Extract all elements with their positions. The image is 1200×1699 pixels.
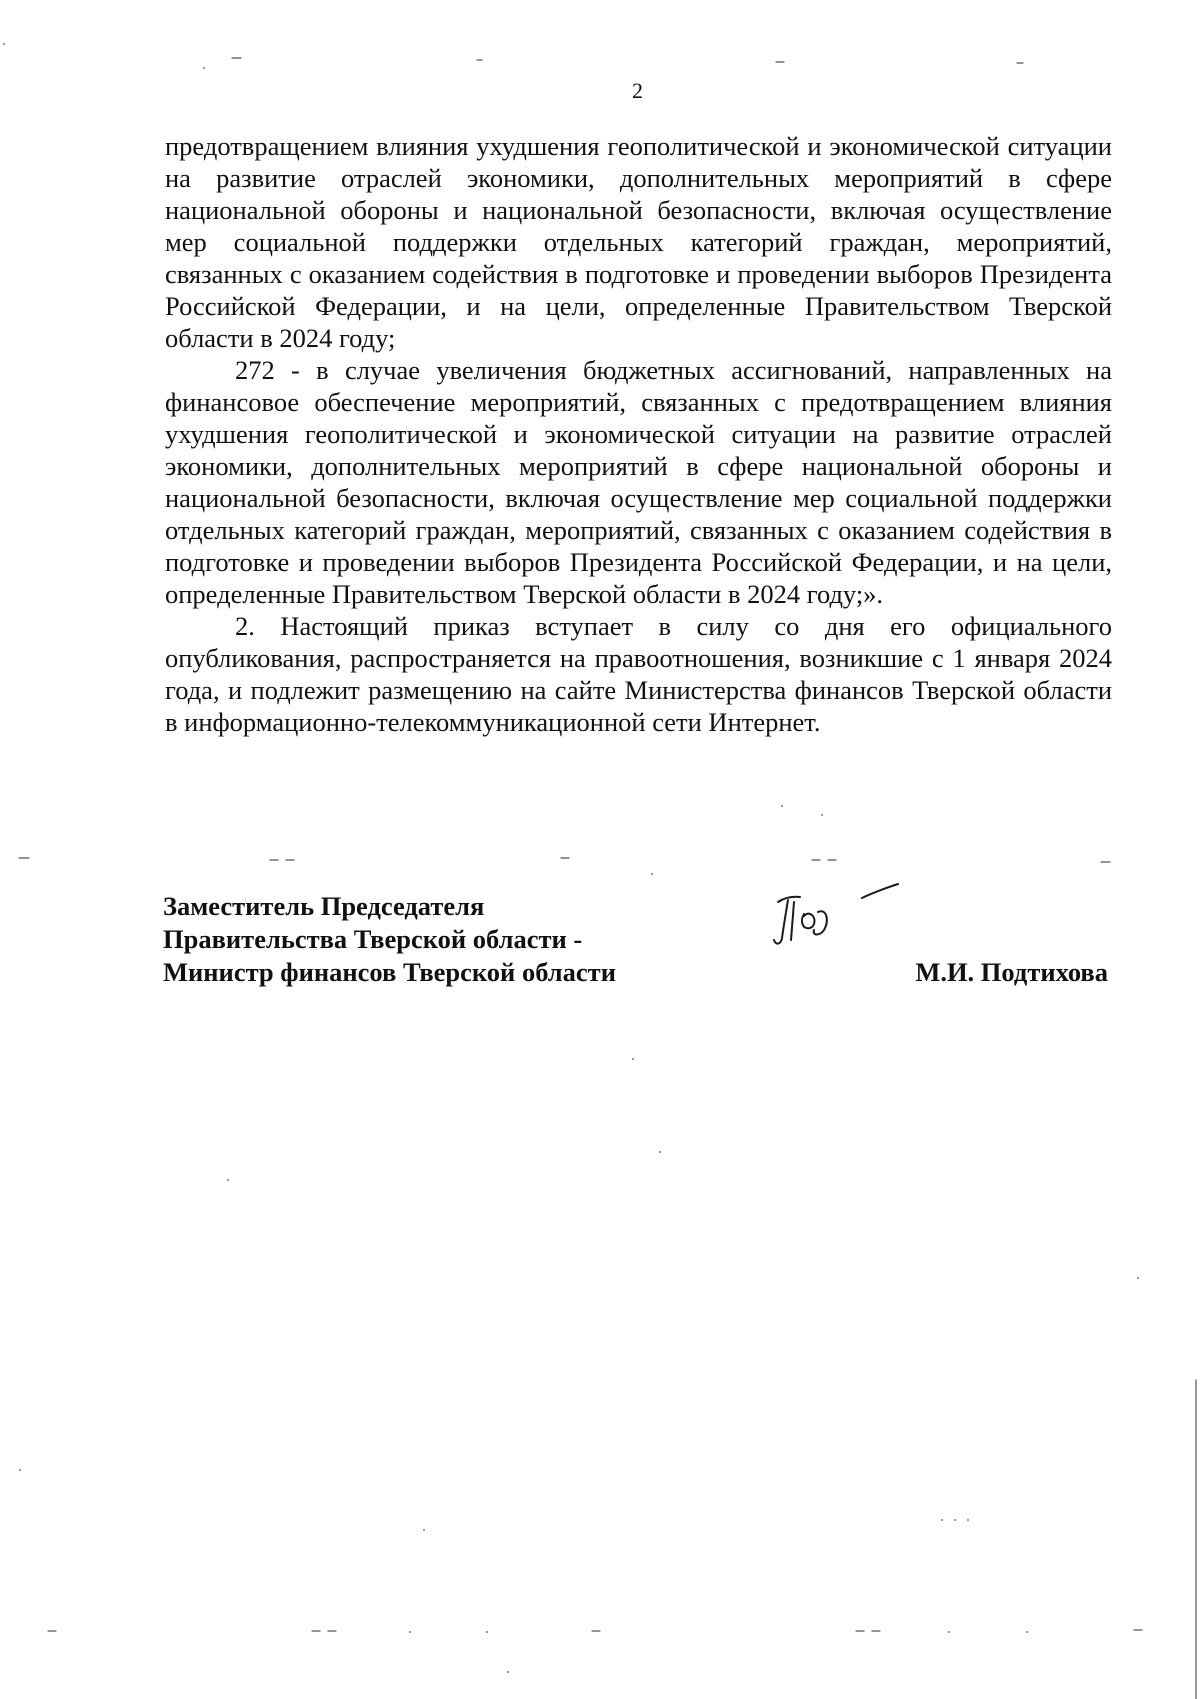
signatory-title — [163, 890, 616, 989]
page-number: 2 — [632, 78, 643, 103]
signatory-title-line: Правительства Тверской области - — [163, 924, 583, 954]
signatory-title-line: Заместитель Председателя — [163, 891, 485, 921]
paragraph-item-2: 2. Настоящий приказ вступает в силу со дня его официального опубликования, распространяется на правоотношения, возникшие с 1 января 2024 года, и подлежит размещению на сайте Министерства финансов Тверской области в информационно-телекоммуникационной сети Интернет. — [165, 611, 1112, 737]
paragraph-item-272: 272 - в случае увеличения бюджетных ассигнований, направленных на финансовое обеспечение мероприятий, связанных с предотвращением влияния ухудшения геополитической и экономической ситуации на развитие отраслей экономики, дополнительных мероприятий в сфере национальной обороны и национальной безопасности, включая осуществление мер социальной поддержки отдельных категорий граждан, мероприятий, связанных с оказанием содействия в подготовке и проведении выборов Президента Российской Федерации, и на цели, определенные Правительством Тверской области в 2024 году;». — [165, 355, 1112, 609]
document-body — [165, 130, 1112, 738]
signatory-title-line: Министр финансов Тверской области — [163, 957, 616, 987]
signatory-name: М.И. Подтихова — [915, 957, 1108, 987]
handwritten-signature — [770, 880, 910, 960]
paragraph-continuation: предотвращением влияния ухудшения геополитической и экономической ситуации на развитие отраслей экономики, дополнительных мероприятий в сфере национальной обороны и национальной безопасности, включая осуществление мер социальной поддержки отдельных категорий граждан, мероприятий, связанных с оказанием содействия в подготовке и проведении выборов Президента Российской Федерации, и на цели, определенные Правительством Тверской области в 2024 году; — [165, 131, 1112, 353]
